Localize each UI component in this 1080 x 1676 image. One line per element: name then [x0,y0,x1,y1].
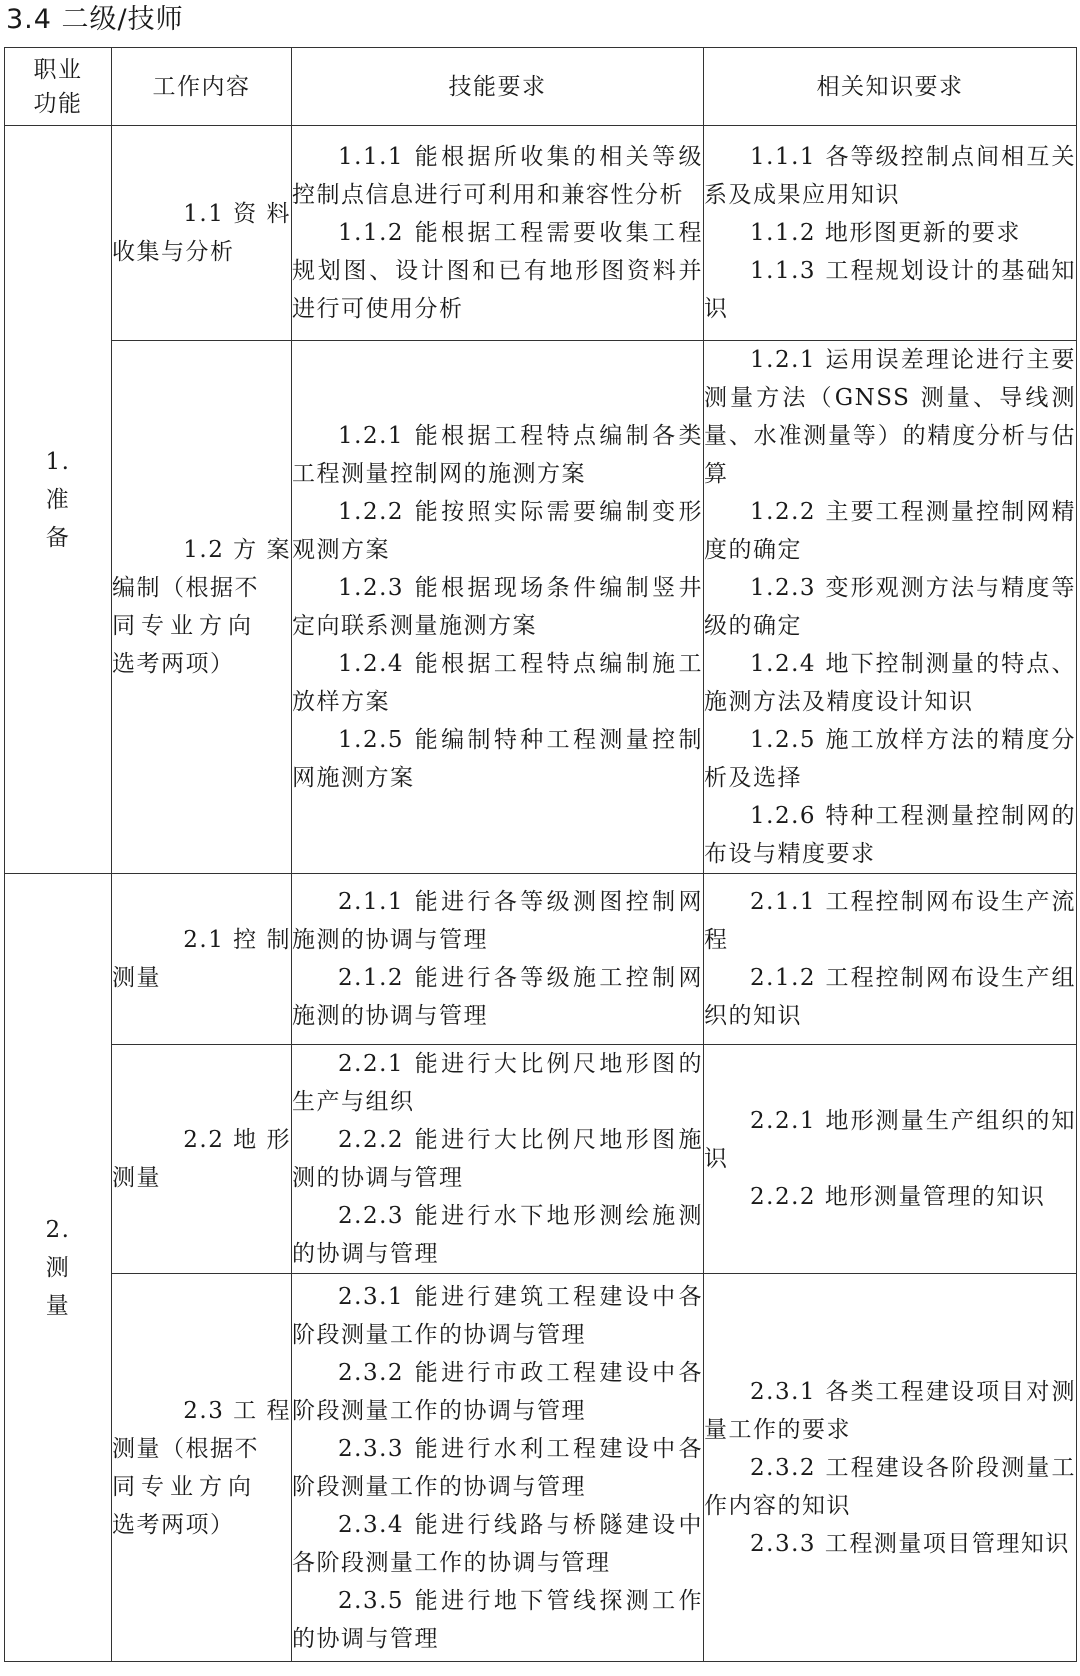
knowledge-item: 2.2.1 地形测量生产组织的知识 [704,1108,1076,1172]
table-row [5,341,1077,874]
work-content-line: 2.1 控 制 [183,927,291,953]
work-content-line: 收集与分析 [112,239,235,265]
work-content-line: 2.3 工 程 [183,1397,291,1424]
work-content-line: 选考两项） [112,651,235,677]
function-label-line: 2. [45,1216,71,1243]
knowledge-cell [704,874,1077,1045]
knowledge-cell [704,1045,1077,1274]
work-content-line: 选考两项） [112,1511,235,1538]
work-content-line: 同专业方向 [112,613,257,639]
skill-cell [292,341,704,874]
knowledge-item: 2.3.3 工程测量项目管理知识 [750,1530,1070,1557]
knowledge-item: 2.1.1 工程控制网布设生产流程 [704,889,1076,953]
knowledge-item: 1.2.2 主要工程测量控制网精度的确定 [704,499,1076,563]
header-function-line: 职业 [33,56,83,83]
table-row [5,1274,1077,1662]
skill-item: 1.1.2 能根据工程需要收集工程规划图、设计图和已有地形图资料并进行可使用分析 [292,220,703,322]
table-row [5,1045,1077,1274]
skill-item: 1.2.4 能根据工程特点编制施工放样方案 [292,651,703,715]
section-title: 3.4 二级/技师 [6,4,184,35]
skill-item: 2.3.4 能进行线路与桥隧建设中各阶段测量工作的协调与管理 [292,1511,703,1576]
knowledge-item: 1.2.6 特种工程测量控制网的布设与精度要求 [704,803,1076,867]
knowledge-item: 2.3.2 工程建设各阶段测量工作内容的知识 [704,1454,1076,1519]
header-function [5,48,112,126]
work-content-line: 2.2 地 形 [183,1127,291,1153]
skill-cell [292,1045,704,1274]
work-content-line: 同专业方向 [112,1473,257,1500]
function-label-line: 量 [45,1292,71,1319]
skill-item: 2.3.1 能进行建筑工程建设中各阶段测量工作的协调与管理 [292,1283,703,1348]
work-content-cell [112,341,292,874]
function-cell-survey [5,874,112,1662]
skill-item: 1.2.2 能按照实际需要编制变形观测方案 [292,499,703,563]
function-label-line: 测 [45,1254,71,1281]
work-content-line: 测量 [112,1165,161,1191]
skill-item: 2.3.5 能进行地下管线探测工作的协调与管理 [292,1587,703,1652]
knowledge-item: 1.1.2 地形图更新的要求 [750,220,1021,246]
knowledge-item: 1.2.1 运用误差理论进行主要测量方法（GNSS 测量、导线测量、水准测量等）的精度分析与估算 [704,347,1076,487]
table-row [5,126,1077,341]
knowledge-item: 1.2.3 变形观测方法与精度等级的确定 [704,575,1076,639]
skill-item: 1.2.5 能编制特种工程测量控制网施测方案 [292,727,703,791]
header-skill-requirements: 技能要求 [292,48,704,126]
knowledge-cell [704,341,1077,874]
knowledge-item: 1.2.4 地下控制测量的特点、施测方法及精度设计知识 [704,651,1076,715]
skill-item: 2.1.2 能进行各等级施工控制网施测的协调与管理 [292,965,703,1029]
table-row [5,874,1077,1045]
work-content-line: 测量（根据不 [112,1435,259,1462]
knowledge-item: 1.2.5 施工放样方法的精度分析及选择 [704,727,1076,791]
skill-item: 1.2.3 能根据现场条件编制竖井定向联系测量施测方案 [292,575,703,639]
skill-item: 1.2.1 能根据工程特点编制各类工程测量控制网的施测方案 [292,423,703,487]
work-content-cell [112,874,292,1045]
knowledge-cell [704,1274,1077,1662]
function-label-line: 1. [45,448,71,475]
skill-item: 2.2.3 能进行水下地形测绘施测的协调与管理 [292,1203,703,1267]
function-label-line: 准 [45,486,71,513]
work-content-line: 编制（根据不 [112,575,259,601]
skill-item: 2.1.1 能进行各等级测图控制网施测的协调与管理 [292,889,703,953]
skill-cell [292,874,704,1045]
skill-item: 2.3.2 能进行市政工程建设中各阶段测量工作的协调与管理 [292,1359,703,1424]
skill-item: 2.2.2 能进行大比例尺地形图施测的协调与管理 [292,1127,703,1191]
knowledge-cell [704,126,1077,341]
skill-item: 1.1.1 能根据所收集的相关等级控制点信息进行可利用和兼容性分析 [292,144,703,208]
header-work-content: 工作内容 [112,48,292,126]
knowledge-item: 1.1.3 工程规划设计的基础知识 [704,258,1076,322]
knowledge-item: 1.1.1 各等级控制点间相互关系及成果应用知识 [704,144,1076,208]
work-content-line: 测量 [112,965,161,991]
work-content-line: 1.2 方 案 [183,537,291,563]
header-knowledge-requirements: 相关知识要求 [704,48,1077,126]
work-content-line: 1.1 资 料 [183,201,291,227]
function-cell-prepare [5,126,112,874]
skill-cell [292,126,704,341]
work-content-cell [112,1274,292,1662]
skill-item: 2.2.1 能进行大比例尺地形图的生产与组织 [292,1051,703,1115]
table-header-row [5,48,1077,126]
skills-standard-table [4,47,1077,1662]
knowledge-item: 2.2.2 地形测量管理的知识 [750,1184,1046,1210]
function-label-line: 备 [45,524,71,551]
header-function-line: 功能 [33,90,83,117]
knowledge-item: 2.1.2 工程控制网布设生产组织的知识 [704,965,1076,1029]
skill-cell [292,1274,704,1662]
skill-item: 2.3.3 能进行水利工程建设中各阶段测量工作的协调与管理 [292,1435,703,1500]
knowledge-item: 2.3.1 各类工程建设项目对测量工作的要求 [704,1378,1076,1443]
work-content-cell [112,126,292,341]
work-content-cell [112,1045,292,1274]
